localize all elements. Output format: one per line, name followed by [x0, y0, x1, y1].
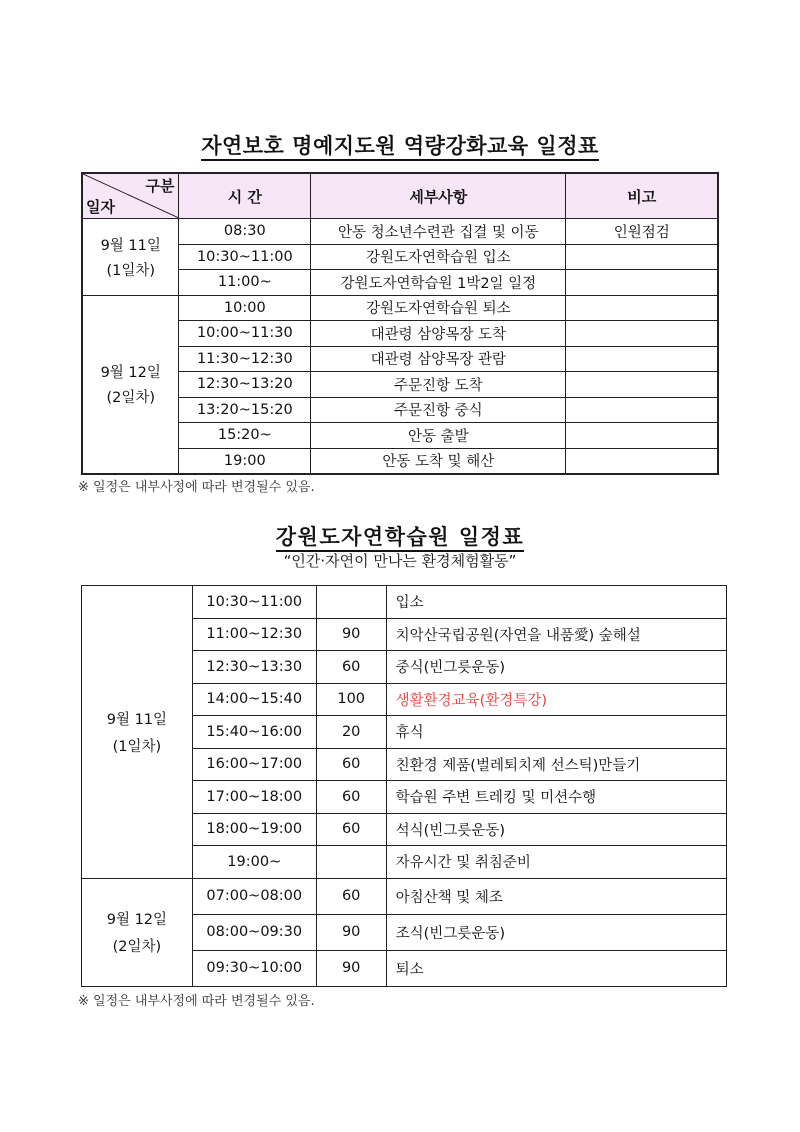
day1-date: 9월 11일 [106, 711, 168, 728]
row-time: 10:00~11:30 [179, 321, 311, 347]
header-category-label: 구분 [145, 177, 175, 195]
row-note [566, 270, 718, 296]
day2-date: 9월 12일 [106, 912, 168, 928]
schedule2-title-text: 강원도자연학습원 일정표 [276, 525, 524, 552]
table-row [82, 878, 727, 914]
row-time: 19:00~ [192, 846, 316, 879]
row-activity: 퇴소 [386, 950, 726, 986]
row-detail: 강원도자연학습원 퇴소 [311, 295, 566, 321]
schedule1-table [81, 172, 719, 475]
row-note [566, 295, 718, 321]
schedule2-table [81, 585, 727, 987]
row-activity: 중식(빈그릇운동) [386, 651, 726, 684]
table-row [82, 219, 718, 245]
day1-cell [82, 586, 193, 879]
day2-cell [82, 878, 193, 986]
row-time: 10:30~11:00 [179, 244, 311, 270]
row-time: 07:00~08:00 [192, 878, 316, 914]
header-note: 비고 [566, 173, 718, 219]
header-diagonal-cell [82, 173, 179, 219]
row-time: 16:00~17:00 [192, 748, 316, 781]
row-time: 11:30~12:30 [179, 346, 311, 372]
row-detail: 안동 청소년수련관 집결 및 이동 [311, 219, 566, 245]
row-minutes: 20 [316, 716, 386, 749]
row-time: 09:30~10:00 [192, 950, 316, 986]
row-note [566, 244, 718, 270]
row-minutes: 60 [316, 813, 386, 846]
day1-label: (1일차) [106, 262, 155, 279]
schedule1-header-row [82, 173, 718, 219]
row-note [566, 397, 718, 423]
row-minutes: 60 [316, 651, 386, 684]
header-date-label: 일자 [86, 198, 115, 216]
day2-cell [82, 295, 179, 474]
row-minutes: 90 [316, 950, 386, 986]
schedule2-footnote: ※ 일정은 내부사정에 따라 변경될수 있음. [78, 994, 315, 1009]
schedule2-subtitle: “인간·자연이 만나는 환경체험활동” [283, 552, 517, 570]
row-time: 08:30 [179, 219, 311, 245]
row-minutes: 60 [316, 748, 386, 781]
day1-cell [82, 219, 179, 296]
row-time: 15:20~ [179, 423, 311, 449]
row-detail: 대관령 삼양목장 도착 [311, 321, 566, 347]
day2-label: (2일차) [112, 939, 162, 955]
day2-date: 9월 12일 [100, 365, 161, 382]
schedule1-title-text: 자연보호 명예지도원 역량강화교육 일정표 [201, 134, 599, 161]
row-note: 인원점검 [566, 219, 718, 245]
row-time: 11:00~12:30 [192, 618, 316, 651]
row-detail: 안동 도착 및 해산 [311, 448, 566, 474]
row-minutes: 100 [316, 683, 386, 716]
row-minutes: 60 [316, 781, 386, 814]
table-row [82, 586, 727, 619]
schedule1-title [0, 130, 800, 160]
row-minutes: 90 [316, 914, 386, 950]
row-minutes [316, 586, 386, 619]
header-time: 시 간 [179, 173, 311, 219]
row-activity: 자유시간 및 취침준비 [386, 846, 726, 879]
row-note [566, 346, 718, 372]
row-detail: 주문진항 중식 [311, 397, 566, 423]
row-time: 18:00~19:00 [192, 813, 316, 846]
schedule1-footnote: ※ 일정은 내부사정에 따라 변경될수 있음. [78, 480, 315, 495]
row-detail: 강원도자연학습원 입소 [311, 244, 566, 270]
row-time: 17:00~18:00 [192, 781, 316, 814]
row-time: 12:30~13:20 [179, 372, 311, 398]
row-time: 11:00~ [179, 270, 311, 296]
row-time: 12:30~13:30 [192, 651, 316, 684]
row-activity: 치악산국립공원(자연을 내품愛) 숲해설 [386, 618, 726, 651]
day1-label: (1일차) [112, 738, 162, 755]
row-detail: 강원도자연학습원 1박2일 일정 [311, 270, 566, 296]
day2-label: (2일차) [106, 390, 155, 407]
row-activity-highlighted: 생활환경교육(환경특강) [386, 683, 726, 716]
row-time: 19:00 [179, 448, 311, 474]
row-activity: 조식(빈그릇운동) [386, 914, 726, 950]
row-note [566, 321, 718, 347]
row-note [566, 448, 718, 474]
schedule2-title [0, 521, 800, 551]
row-time: 13:20~15:20 [179, 397, 311, 423]
row-detail: 주문진항 도착 [311, 372, 566, 398]
row-minutes: 60 [316, 878, 386, 914]
row-activity: 입소 [386, 586, 726, 619]
row-activity: 석식(빈그릇운동) [386, 813, 726, 846]
row-note [566, 372, 718, 398]
row-detail: 안동 출발 [311, 423, 566, 449]
row-minutes [316, 846, 386, 879]
row-activity: 휴식 [386, 716, 726, 749]
day1-date: 9월 11일 [100, 237, 161, 254]
row-time: 10:30~11:00 [192, 586, 316, 619]
table-row [82, 295, 718, 321]
row-detail: 대관령 삼양목장 관람 [311, 346, 566, 372]
row-activity: 아침산책 및 체조 [386, 878, 726, 914]
row-time: 10:00 [179, 295, 311, 321]
row-time: 08:00~09:30 [192, 914, 316, 950]
row-time: 15:40~16:00 [192, 716, 316, 749]
header-detail: 세부사항 [311, 173, 566, 219]
row-activity: 학습원 주변 트레킹 및 미션수행 [386, 781, 726, 814]
row-time: 14:00~15:40 [192, 683, 316, 716]
row-note [566, 423, 718, 449]
row-activity: 친환경 제품(벌레퇴치제 선스틱)만들기 [386, 748, 726, 781]
row-minutes: 90 [316, 618, 386, 651]
